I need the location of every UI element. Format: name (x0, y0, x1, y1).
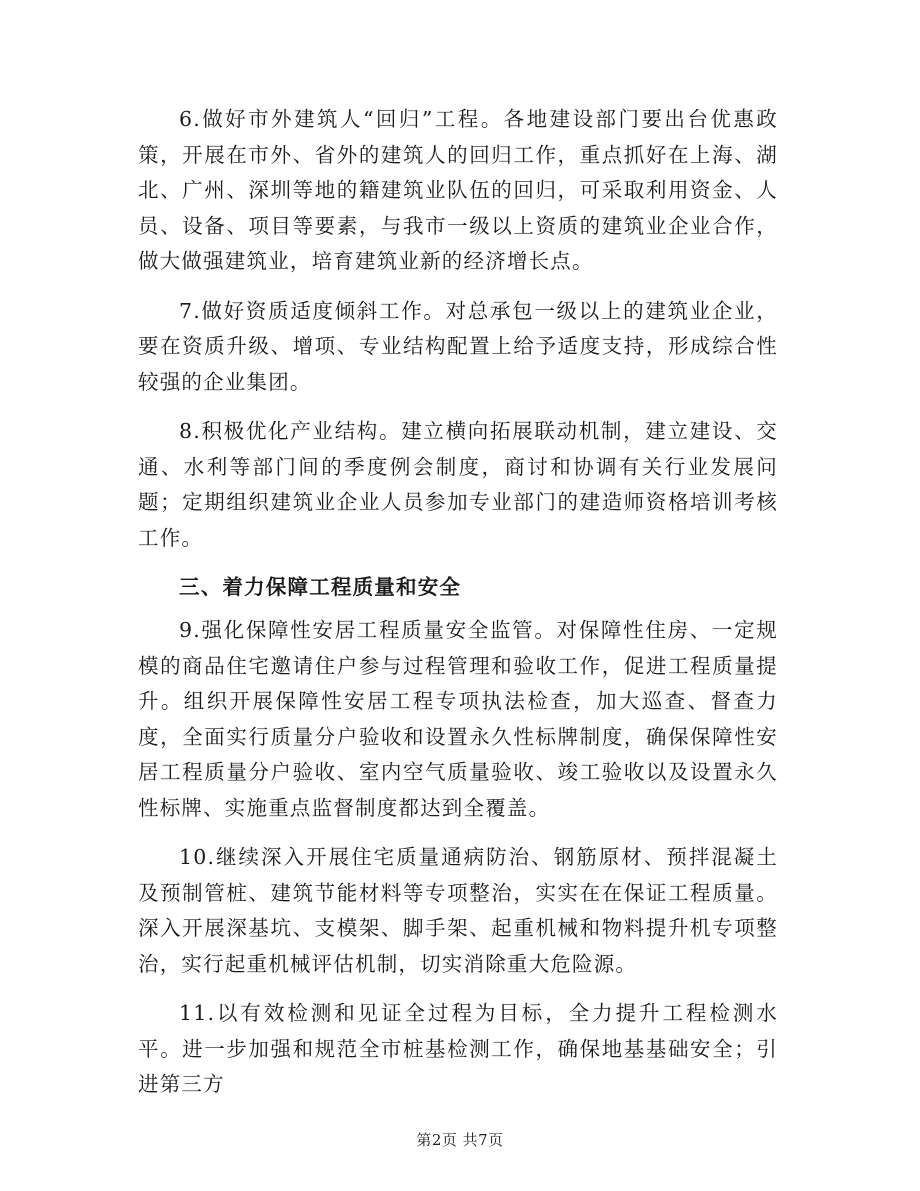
paragraph-item-9: 9.强化保障性安居工程质量安全监管。对保障性住房、一定规模的商品住宅邀请住户参与过程管理和验收工作，促进工程质量提升。组织开展保障性安居工程专项执法检查，加大巡查、督查力度，全面实行质量分户验收和设置永久性标牌制度，确保保障性安居工程质量分户验收、室内空气质量验收、竣工验收以及设置永久性标牌、实施重点监督制度都达到全覆盖。 (138, 618, 778, 820)
page-number-footer: 第2页 共7页 (416, 1131, 504, 1149)
document-body (138, 102, 778, 1117)
paragraph-item-8: 8.积极优化产业结构。建立横向拓展联动机制，建立建设、交通、水利等部门间的季度例会制度，商讨和协调有关行业发展问题；定期组织建筑业企业人员参加专业部门的建造师资格培训考核工作。 (138, 419, 778, 550)
paragraph-item-10: 10.继续深入开展住宅质量通病防治、钢筋原材、预拌混凝土及预制管桩、建筑节能材料等专项整治，实实在在保证工程质量。深入开展深基坑、支模架、脚手架、起重机械和物料提升机专项整治，实行起重机械评估机制，切实消除重大危险源。 (138, 845, 778, 976)
paragraph-item-11: 11.以有效检测和见证全过程为目标，全力提升工程检测水平。进一步加强和规范全市桩基检测工作，确保地基基础安全；引进第三方 (138, 1001, 778, 1096)
paragraph-item-7: 7.做好资质适度倾斜工作。对总承包一级以上的建筑业企业，要在资质升级、增项、专业结构配置上给予适度支持，形成综合性较强的企业集团。 (138, 298, 778, 394)
paragraph-item-6: 6.做好市外建筑人“回归”工程。各地建设部门要出台优惠政策，开展在市外、省外的建筑人的回归工作，重点抓好在上海、湖北、广州、深圳等地的籍建筑业队伍的回归，可采取利用资金、人员、设备、项目等要素，与我市一级以上资质的建筑业企业合作，做大做强建筑业，培育建筑业新的经济增长点。 (138, 107, 778, 273)
section-heading: 三、着力保障工程质量和安全 (179, 575, 462, 599)
